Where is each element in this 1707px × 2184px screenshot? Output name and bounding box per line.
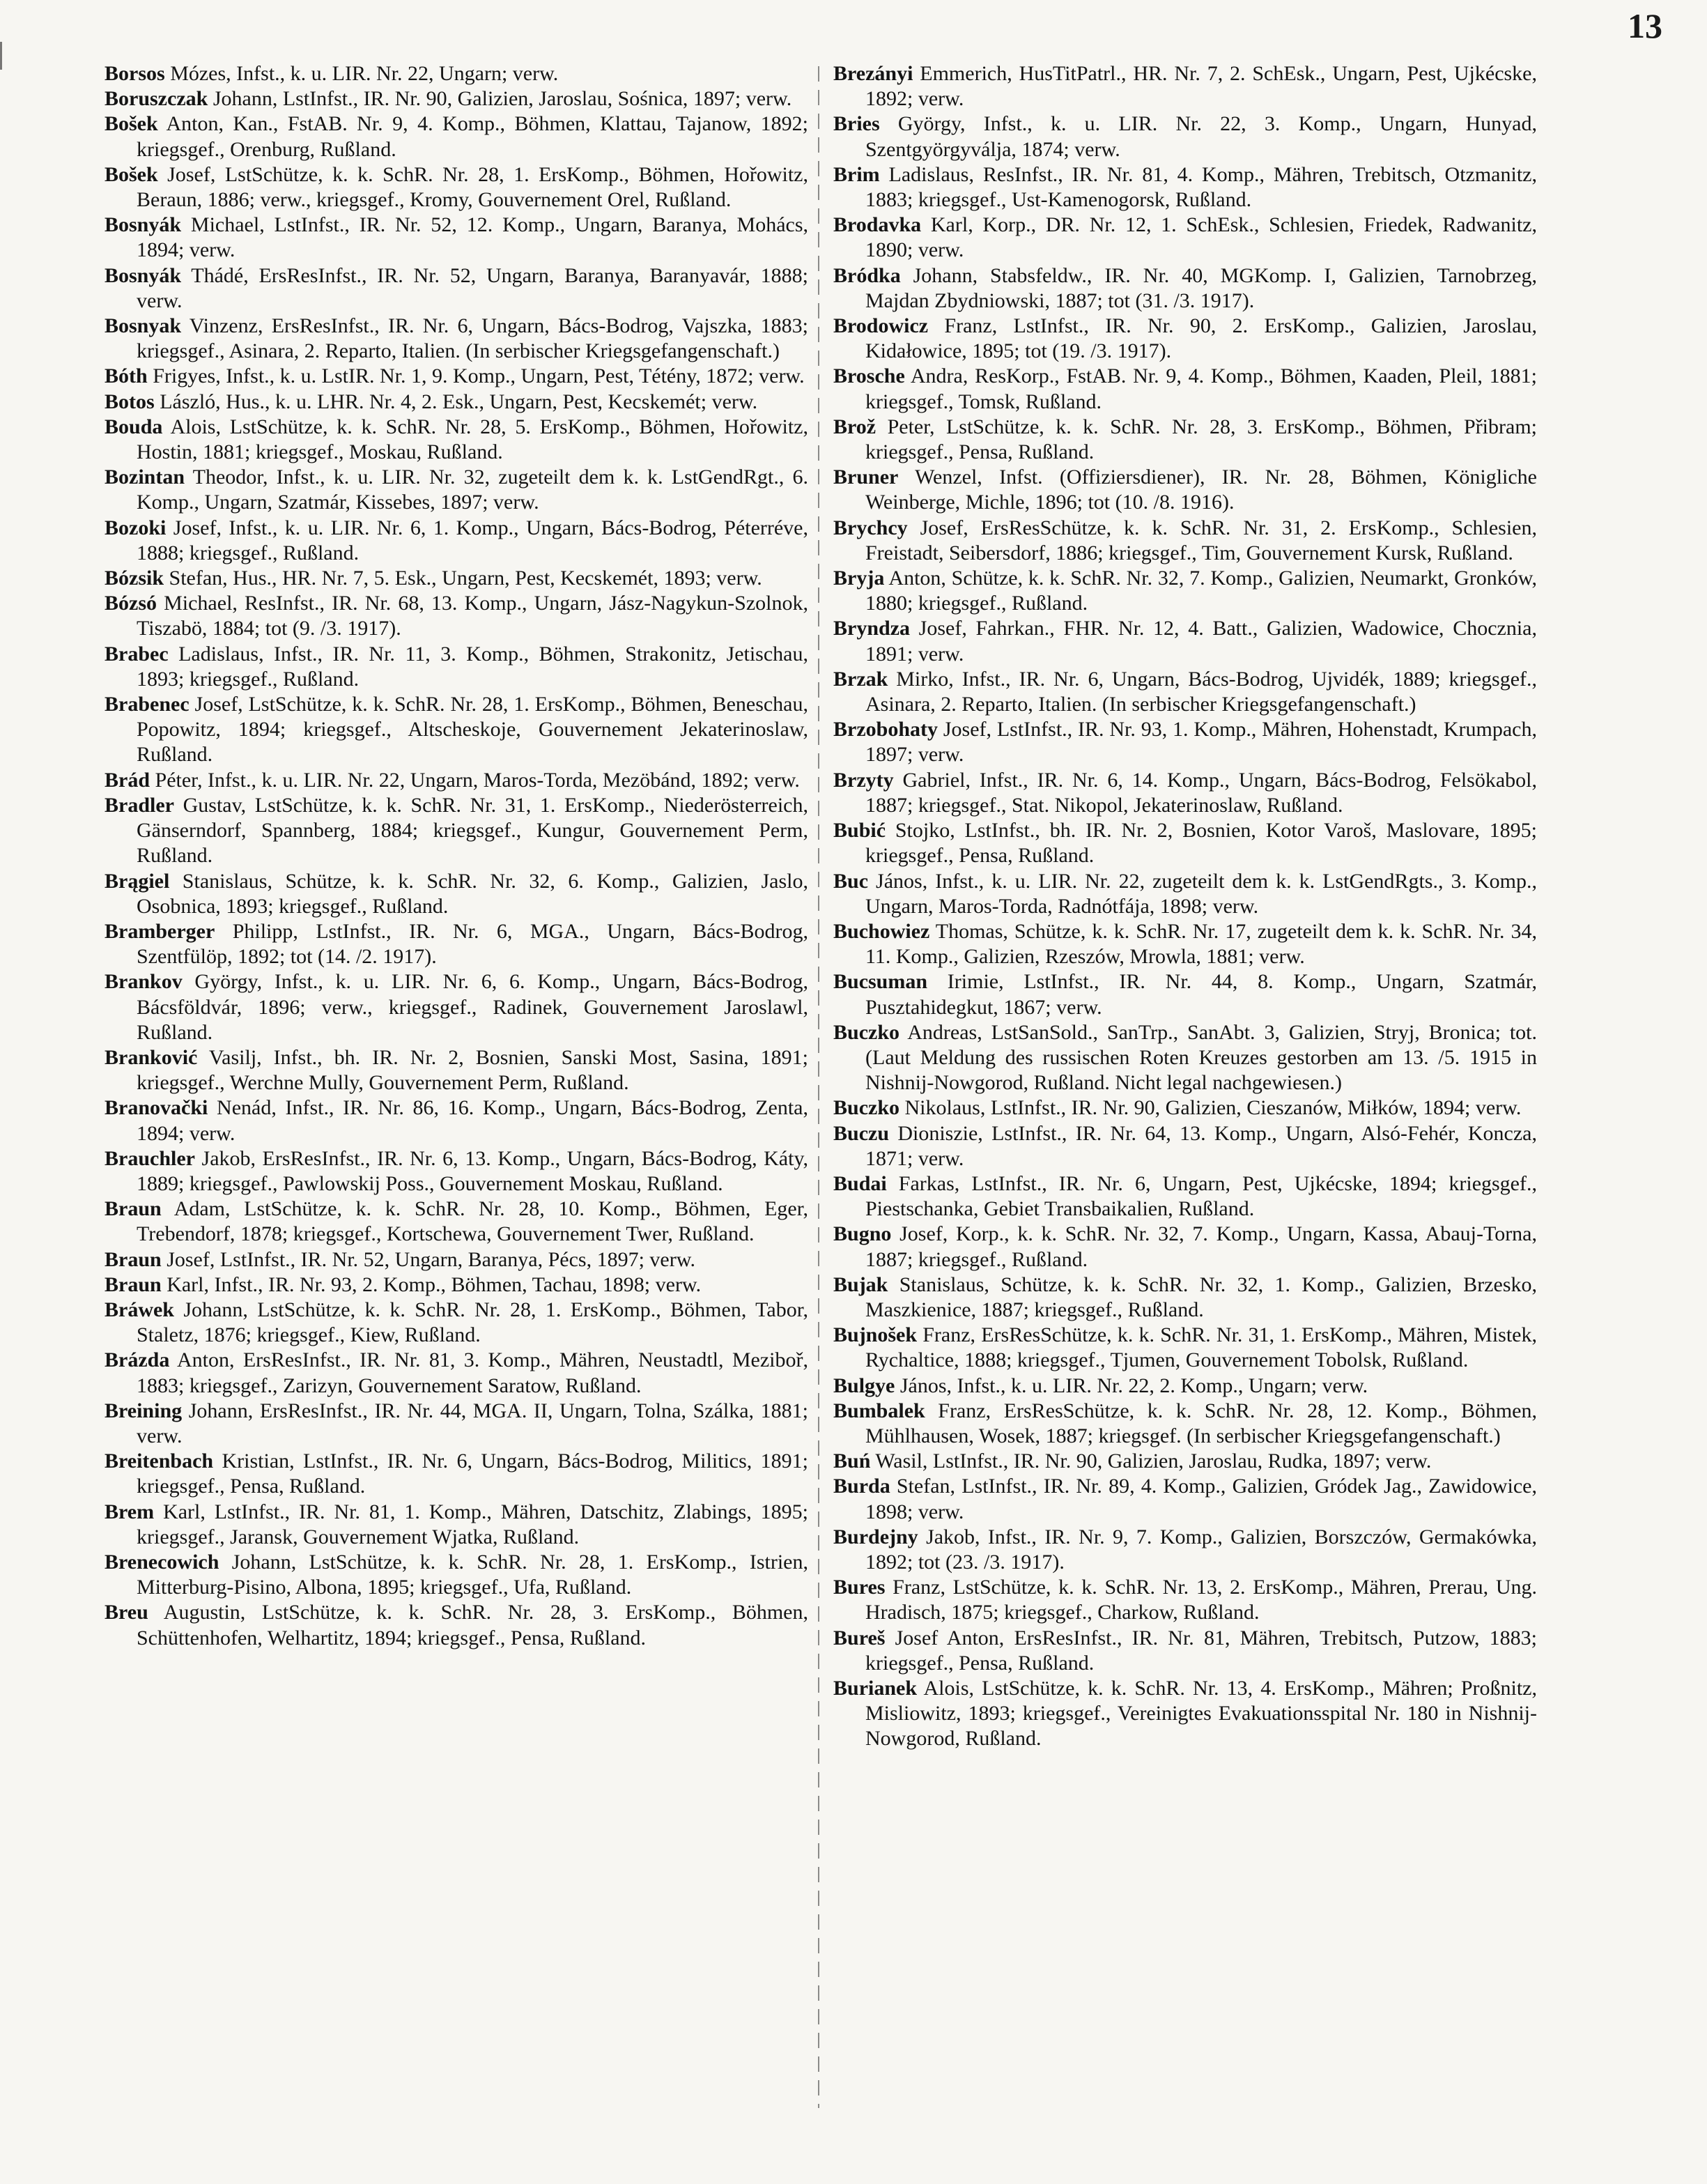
entry-details: Adam, LstSchütze, k. k. SchR. Nr. 28, 10. Komp., Böhmen, Eger, Trebendorf, 1878; kriegsgef., Kortschewa, Gouvernement Twer, Rußland. bbox=[137, 1197, 808, 1246]
register-entry bbox=[833, 1171, 1537, 1222]
entry-details: György, Infst., k. u. LIR. Nr. 6, 6. Komp., Ungarn, Bács-Bodrog, Bácsföldvár, 1896; verw., kriegsgef., Radinek, Gouvernement Jaroslawl, Rußland. bbox=[137, 970, 808, 1044]
entry-details: Johann, ErsResInfst., IR. Nr. 44, MGA. II, Ungarn, Tolna, Szálka, 1881; verw. bbox=[137, 1399, 808, 1447]
register-entry bbox=[833, 969, 1537, 1020]
entry-details: Vasilj, Infst., bh. IR. Nr. 2, Bosnien, Sanski Most, Sasina, 1891; kriegsgef., Werchne Mully, Gouvernement Perm, Rußland. bbox=[137, 1045, 808, 1095]
entry-details: Wasil, LstInfst., IR. Nr. 90, Galizien, Jaroslau, Rudka, 1897; verw. bbox=[870, 1449, 1432, 1473]
entry-details: Josef, Korp., k. k. SchR. Nr. 32, 7. Komp., Ungarn, Kassa, Abauj-Torna, 1887; kriegsgef., Rußland. bbox=[865, 1222, 1537, 1271]
entry-details: Dioniszie, LstInfst., IR. Nr. 64, 13. Komp., Ungarn, Alsó-Fehér, Koncza, 1871; verw. bbox=[865, 1121, 1537, 1170]
entry-surname: Bozoki bbox=[105, 516, 167, 539]
entry-surname: Bradler bbox=[105, 793, 174, 817]
entry-details: Thomas, Schütze, k. k. SchR. Nr. 17, zugeteilt dem k. k. SchR. Nr. 34, 11. Komp., Galizien, Rzeszów, Mrowla, 1881; verw. bbox=[865, 919, 1537, 969]
entry-surname: Bureš bbox=[833, 1626, 886, 1649]
register-entry bbox=[105, 213, 808, 263]
register-entry bbox=[833, 263, 1537, 314]
entry-details: Karl, Infst., IR. Nr. 93, 2. Komp., Böhmen, Tachau, 1898; verw. bbox=[161, 1272, 702, 1296]
entry-details: Irimie, LstInfst., IR. Nr. 44, 8. Komp., Ungarn, Szatmár, Pusztahidegkut, 1867; verw. bbox=[865, 970, 1537, 1019]
entry-surname: Bramberger bbox=[105, 919, 215, 943]
entry-details: Stefan, LstInfst., IR. Nr. 89, 4. Komp., Galizien, Gródek Jag., Zawidowice, 1898; verw. bbox=[865, 1475, 1537, 1523]
entry-details: Philipp, LstInfst., IR. Nr. 6, MGA., Ungarn, Bács-Bodrog, Szentfülöp, 1892; tot (14. /2. 1917). bbox=[137, 919, 808, 969]
entry-surname: Brągiel bbox=[105, 869, 170, 893]
register-entry bbox=[833, 1399, 1537, 1449]
register-entry bbox=[105, 1399, 808, 1449]
entry-details: Josef, Fahrkan., FHR. Nr. 12, 4. Batt., Galizien, Wadowice, Chocznia, 1891; verw. bbox=[865, 617, 1537, 666]
register-entry bbox=[105, 263, 808, 314]
register-entry bbox=[105, 516, 808, 566]
entry-details: János, Infst., k. u. LIR. Nr. 22, 2. Komp., Ungarn; verw. bbox=[895, 1374, 1368, 1397]
register-entry bbox=[105, 465, 808, 515]
register-entry bbox=[833, 314, 1537, 364]
entry-details: Emmerich, HusTitPatrl., HR. Nr. 7, 2. SchEsk., Ungarn, Pest, Ujkécske, 1892; verw. bbox=[865, 62, 1537, 111]
entry-details: Andreas, LstSanSold., SanTrp., SanAbt. 3, Galizien, Stryj, Bronica; tot. (Laut Meldung des russischen Roten Kreuzes gestorben am 13. /5. 1915 in Nishnij-Nowgorod, Rußland. Nicht legal nachgewiesen.) bbox=[865, 1020, 1537, 1095]
register-entry bbox=[105, 314, 808, 364]
register-entry bbox=[105, 919, 808, 969]
entry-surname: Bošek bbox=[105, 162, 158, 186]
entry-surname: Brzobohaty bbox=[833, 718, 938, 741]
register-entry bbox=[833, 869, 1537, 919]
entry-surname: Brázda bbox=[105, 1348, 170, 1372]
entry-details: Péter, Infst., k. u. LIR. Nr. 22, Ungarn, Maros-Torda, Mezöbánd, 1892; verw. bbox=[150, 768, 800, 792]
entry-details: Karl, LstInfst., IR. Nr. 81, 1. Komp., Mähren, Datschitz, Zlabings, 1895; kriegsgef., Jaransk, Gouvernement Wjatka, Rußland. bbox=[137, 1500, 808, 1548]
entry-details: Michael, LstInfst., IR. Nr. 52, 12. Komp., Ungarn, Baranya, Mohács, 1894; verw. bbox=[137, 213, 808, 262]
entry-details: Anton, Schütze, k. k. SchR. Nr. 32, 7. Komp., Galizien, Neumarkt, Gronków, 1880; kriegsgef., Rußland. bbox=[865, 567, 1537, 615]
register-entry bbox=[833, 516, 1537, 566]
page-number: 13 bbox=[1628, 6, 1662, 45]
entry-details: Vinzenz, ErsResInfst., IR. Nr. 6, Ungarn, Bács-Bodrog, Vajszka, 1883; kriegsgef., Asinara, 2. Reparto, Italien. (In serbischer Kriegsgefangenschaft.) bbox=[137, 314, 808, 363]
entry-surname: Bouda bbox=[105, 415, 163, 438]
entry-surname: Brychcy bbox=[833, 516, 908, 539]
entry-surname: Brim bbox=[833, 162, 880, 186]
entry-surname: Bráwek bbox=[105, 1298, 174, 1321]
register-entry bbox=[105, 768, 808, 793]
entry-surname: Bošek bbox=[105, 112, 158, 136]
entry-surname: Brodavka bbox=[833, 213, 922, 237]
register-entry bbox=[833, 667, 1537, 717]
entry-details: Stanislaus, Schütze, k. k. SchR. Nr. 32, 6. Komp., Galizien, Jaslo, Osobnica, 1893; kriegsgef., Rußland. bbox=[137, 869, 808, 918]
entry-surname: Bucsuman bbox=[833, 970, 928, 994]
register-entry bbox=[833, 566, 1537, 616]
entry-surname: Boruszczak bbox=[105, 87, 208, 111]
register-entry bbox=[833, 213, 1537, 263]
entry-details: Peter, LstSchütze, k. k. SchR. Nr. 28, 3. ErsKomp., Böhmen, Přibram; kriegsgef., Pensa, Rußland. bbox=[865, 415, 1537, 464]
register-entry bbox=[105, 969, 808, 1045]
register-entry bbox=[105, 1247, 808, 1272]
entry-surname: Brzak bbox=[833, 667, 888, 691]
entry-details: László, Hus., k. u. LHR. Nr. 4, 2. Esk., Ungarn, Pest, Kecskemét; verw. bbox=[154, 390, 758, 413]
entry-surname: Bózsik bbox=[105, 567, 164, 590]
register-entry bbox=[833, 1020, 1537, 1096]
entry-surname: Buń bbox=[833, 1449, 871, 1473]
register-entry bbox=[105, 61, 808, 86]
entry-surname: Bozintan bbox=[105, 466, 185, 489]
register-entry bbox=[105, 869, 808, 919]
register-entry bbox=[833, 61, 1537, 111]
register-entry bbox=[833, 415, 1537, 465]
register-entry bbox=[833, 919, 1537, 969]
register-entry bbox=[833, 1222, 1537, 1272]
register-entry bbox=[105, 1095, 808, 1146]
entry-surname: Brzyty bbox=[833, 768, 894, 792]
entry-details: Augustin, LstSchütze, k. k. SchR. Nr. 28, 3. ErsKomp., Böhmen, Schüttenhofen, Welhartitz, 1894; kriegsgef., Pensa, Rußland. bbox=[137, 1601, 808, 1649]
register-entry bbox=[833, 717, 1537, 767]
entry-surname: Breitenbach bbox=[105, 1449, 214, 1473]
register-entry bbox=[105, 1197, 808, 1247]
register-entry bbox=[833, 1676, 1537, 1752]
register-entry bbox=[833, 768, 1537, 818]
entry-surname: Braun bbox=[105, 1247, 162, 1271]
entry-surname: Bosnyak bbox=[105, 314, 182, 338]
register-entry bbox=[105, 1298, 808, 1348]
register-entry bbox=[105, 566, 808, 591]
left-column bbox=[105, 61, 808, 1651]
register-entry bbox=[833, 1095, 1537, 1121]
register-entry bbox=[105, 162, 808, 213]
register-entry bbox=[105, 1449, 808, 1499]
entry-surname: Buchowiez bbox=[833, 919, 930, 943]
entry-details: Nenád, Infst., IR. Nr. 86, 16. Komp., Ungarn, Bács-Bodrog, Zenta, 1894; verw. bbox=[137, 1096, 808, 1145]
entry-surname: Brosche bbox=[833, 364, 905, 388]
register-entry bbox=[105, 793, 808, 869]
right-column bbox=[833, 61, 1537, 1752]
register-entry bbox=[833, 1474, 1537, 1524]
register-entry bbox=[105, 1600, 808, 1650]
register-entry bbox=[105, 1500, 808, 1550]
register-entry bbox=[105, 364, 808, 389]
register-entry bbox=[833, 1121, 1537, 1171]
entry-details: Theodor, Infst., k. u. LIR. Nr. 32, zugeteilt dem k. k. LstGendRgt., 6. Komp., Ungarn, Szatmár, Kissebes, 1897; verw. bbox=[137, 466, 808, 514]
register-entry bbox=[833, 1525, 1537, 1575]
entry-details: Josef, ErsResSchütze, k. k. SchR. Nr. 31, 2. ErsKomp., Schlesien, Freistadt, Seibersdorf, 1886; kriegsgef., Tim, Gouvernement Kursk, Rußland. bbox=[865, 516, 1537, 564]
entry-details: Nikolaus, LstInfst., IR. Nr. 90, Galizien, Cieszanów, Miłków, 1894; verw. bbox=[899, 1096, 1522, 1120]
register-entry bbox=[833, 1374, 1537, 1399]
register-entry bbox=[833, 1575, 1537, 1625]
entry-surname: Bruner bbox=[833, 466, 899, 489]
entry-surname: Breining bbox=[105, 1399, 183, 1422]
entry-details: Josef, LstSchütze, k. k. SchR. Nr. 28, 1. ErsKomp., Böhmen, Beneschau, Popowitz, 1894; kriegsgef., Altscheskoje, Gouvernement Jekaterinoslaw, Rußland. bbox=[137, 693, 808, 767]
entry-surname: Buc bbox=[833, 869, 869, 893]
entry-surname: Botos bbox=[105, 390, 155, 413]
entry-details: Franz, LstSchütze, k. k. SchR. Nr. 13, 2. ErsKomp., Mähren, Prerau, Ung. Hradisch, 1875; kriegsgef., Charkow, Rußland. bbox=[865, 1576, 1537, 1624]
entry-surname: Brabenec bbox=[105, 693, 190, 716]
register-entry bbox=[105, 1348, 808, 1398]
entry-details: Jakob, Infst., IR. Nr. 9, 7. Komp., Galizien, Borszczów, Germakówka, 1892; tot (23. /3. 1917). bbox=[865, 1525, 1537, 1574]
entry-surname: Brabec bbox=[105, 642, 169, 666]
entry-surname: Bujak bbox=[833, 1272, 888, 1296]
entry-details: György, Infst., k. u. LIR. Nr. 22, 3. Komp., Ungarn, Hunyad, Szentgyörgyválja, 1874; verw. bbox=[865, 112, 1537, 161]
register-entry bbox=[105, 642, 808, 692]
entry-surname: Bulgye bbox=[833, 1374, 895, 1397]
column-divider bbox=[818, 66, 819, 2108]
entry-details: Anton, Kan., FstAB. Nr. 9, 4. Komp., Böhmen, Klattau, Tajanow, 1892; kriegsgef., Orenburg, Rußland. bbox=[137, 112, 808, 161]
entry-details: Ladislaus, Infst., IR. Nr. 11, 3. Komp., Böhmen, Strakonitz, Jetischau, 1893; kriegsgef., Rußland. bbox=[137, 642, 808, 691]
entry-surname: Brankov bbox=[105, 970, 183, 994]
entry-details: Johann, LstSchütze, k. k. SchR. Nr. 28, 1. ErsKomp., Istrien, Mitterburg-Pisino, Albona, 1895; kriegsgef., Ufa, Rußland. bbox=[137, 1550, 808, 1599]
entry-surname: Braun bbox=[105, 1272, 162, 1296]
entry-surname: Bryndza bbox=[833, 617, 911, 640]
register-entry bbox=[105, 86, 808, 111]
entry-details: János, Infst., k. u. LIR. Nr. 22, zugeteilt dem k. k. LstGendRgts., 3. Komp., Ungarn, Maros-Torda, Radnótfája, 1898; verw. bbox=[865, 869, 1537, 918]
register-entry bbox=[833, 1272, 1537, 1323]
entry-surname: Branković bbox=[105, 1045, 198, 1069]
register-entry bbox=[105, 692, 808, 768]
entry-details: Josef Anton, ErsResInfst., IR. Nr. 81, Mähren, Trebitsch, Putzow, 1883; kriegsgef., Pensa, Rußland. bbox=[865, 1626, 1537, 1675]
binding-edge-mark bbox=[0, 42, 15, 70]
entry-details: Franz, LstInfst., IR. Nr. 90, 2. ErsKomp., Galizien, Jaroslau, Kidałowice, 1895; tot (19. /3. 1917). bbox=[865, 314, 1537, 363]
register-entry bbox=[833, 111, 1537, 162]
entry-details: Frigyes, Infst., k. u. LstIR. Nr. 1, 9. Komp., Ungarn, Pest, Tétény, 1872; verw. bbox=[147, 364, 805, 388]
entry-details: Josef, LstInfst., IR. Nr. 52, Ungarn, Baranya, Pécs, 1897; verw. bbox=[161, 1247, 695, 1271]
entry-details: Thádé, ErsResInfst., IR. Nr. 52, Ungarn, Baranya, Baranyavár, 1888; verw. bbox=[137, 263, 808, 312]
entry-surname: Bosnyák bbox=[105, 263, 182, 287]
entry-surname: Buczko bbox=[833, 1020, 900, 1044]
entry-details: Alois, LstSchütze, k. k. SchR. Nr. 13, 4. ErsKomp., Mähren; Proßnitz, Misliowitz, 1893; kriegsgef., Vereinigtes Evakuationsspital Nr. 180 in Nishnij-Nowgorod, Rußland. bbox=[865, 1677, 1537, 1751]
entry-details: Franz, ErsResSchütze, k. k. SchR. Nr. 31, 1. ErsKomp., Mähren, Mistek, Rychaltice, 1888; kriegsgef., Tjumen, Gouvernement Tobolsk, Rußland. bbox=[865, 1323, 1537, 1372]
entry-details: Farkas, LstInfst., IR. Nr. 6, Ungarn, Pest, Ujkécske, 1894; kriegsgef., Piestschanka, Gebiet Transbaikalien, Rußland. bbox=[865, 1171, 1537, 1221]
register-entry bbox=[833, 1626, 1537, 1676]
register-entry bbox=[833, 364, 1537, 414]
entry-details: Anton, ErsResInfst., IR. Nr. 81, 3. Komp., Mähren, Neustadtl, Meziboř, 1883; kriegsgef., Zarizyn, Gouvernement Saratow, Rußland. bbox=[137, 1348, 808, 1397]
register-entry bbox=[105, 390, 808, 415]
entry-details: Andra, ResKorp., FstAB. Nr. 9, 4. Komp., Böhmen, Kaaden, Pleil, 1881; kriegsgef., Tomsk, Rußland. bbox=[865, 364, 1537, 413]
register-entry bbox=[833, 818, 1537, 868]
entry-details: Johann, Stabsfeldw., IR. Nr. 40, MGKomp. I, Galizien, Tarnobrzeg, Majdan Zbydniowski, 1887; tot (31. /3. 1917). bbox=[865, 263, 1537, 312]
entry-details: Mózes, Infst., k. u. LIR. Nr. 22, Ungarn; verw. bbox=[164, 62, 559, 85]
entry-details: Mirko, Infst., IR. Nr. 6, Ungarn, Bács-Bodrog, Ujvidék, 1889; kriegsgef., Asinara, 2. Reparto, Italien. (In serbischer Kriegsgefangenschaft.) bbox=[865, 667, 1537, 716]
register-entry bbox=[105, 111, 808, 162]
entry-surname: Braun bbox=[105, 1197, 162, 1221]
entry-details: Stefan, Hus., HR. Nr. 7, 5. Esk., Ungarn, Pest, Kecskemét, 1893; verw. bbox=[164, 567, 762, 590]
entry-surname: Brenecowich bbox=[105, 1550, 219, 1574]
entry-details: Kristian, LstInfst., IR. Nr. 6, Ungarn, Bács-Bodrog, Militics, 1891; kriegsgef., Pensa, Rußland. bbox=[137, 1449, 808, 1498]
entry-details: Gabriel, Infst., IR. Nr. 6, 14. Komp., Ungarn, Bács-Bodrog, Felsökabol, 1887; kriegsgef., Stat. Nikopol, Jekaterinoslaw, Rußland. bbox=[865, 768, 1537, 817]
register-entry bbox=[833, 465, 1537, 515]
entry-surname: Brauchler bbox=[105, 1146, 195, 1170]
register-entry bbox=[833, 1323, 1537, 1373]
entry-surname: Bródka bbox=[833, 263, 901, 287]
entry-surname: Bosnyák bbox=[105, 213, 182, 237]
entry-surname: Brodowicz bbox=[833, 314, 929, 338]
entry-surname: Buczu bbox=[833, 1121, 890, 1145]
entry-surname: Bózsó bbox=[105, 592, 157, 615]
register-entry bbox=[105, 1146, 808, 1197]
entry-details: Stanislaus, Schütze, k. k. SchR. Nr. 32, 1. Komp., Galizien, Brzesko, Maszkienice, 1887; kriegsgef., Rußland. bbox=[865, 1272, 1537, 1321]
entry-surname: Buczko bbox=[833, 1096, 900, 1120]
entry-surname: Burdejny bbox=[833, 1525, 918, 1548]
entry-details: Karl, Korp., DR. Nr. 12, 1. SchEsk., Schlesien, Friedek, Radwanitz, 1890; verw. bbox=[865, 213, 1537, 262]
register-entry bbox=[105, 1045, 808, 1095]
entry-surname: Brád bbox=[105, 768, 150, 792]
register-entry bbox=[105, 1272, 808, 1298]
entry-surname: Branovački bbox=[105, 1096, 208, 1120]
entry-details: Josef, Infst., k. u. LIR. Nr. 6, 1. Komp., Ungarn, Bács-Bodrog, Péterréve, 1888; kriegsgef., Rußland. bbox=[137, 516, 808, 564]
entry-surname: Breu bbox=[105, 1601, 148, 1624]
entry-surname: Burianek bbox=[833, 1677, 918, 1700]
entry-surname: Borsos bbox=[105, 62, 165, 85]
entry-details: Franz, ErsResSchütze, k. k. SchR. Nr. 28, 12. Komp., Böhmen, Mühlhausen, Wosek, 1887; kriegsgef. (In serbischer Kriegsgefangenschaft.) bbox=[865, 1399, 1537, 1447]
entry-details: Johann, LstSchütze, k. k. SchR. Nr. 28, 1. ErsKomp., Böhmen, Tabor, Staletz, 1876; kriegsgef., Kiew, Rußland. bbox=[137, 1298, 808, 1347]
register-entry bbox=[105, 591, 808, 641]
register-entry bbox=[833, 162, 1537, 213]
register-entry bbox=[105, 415, 808, 465]
entry-surname: Bugno bbox=[833, 1222, 892, 1246]
entry-surname: Bóth bbox=[105, 364, 148, 388]
entry-surname: Brož bbox=[833, 415, 876, 438]
entry-details: Michael, ResInfst., IR. Nr. 68, 13. Komp., Ungarn, Jász-Nagykun-Szolnok, Tiszabö, 1884; tot (9. /3. 1917). bbox=[137, 592, 808, 640]
entry-details: Johann, LstInfst., IR. Nr. 90, Galizien, Jaroslau, Sośnica, 1897; verw. bbox=[208, 87, 792, 111]
entry-surname: Budai bbox=[833, 1171, 887, 1195]
entry-surname: Bumbalek bbox=[833, 1399, 925, 1422]
entry-details: Josef, LstInfst., IR. Nr. 93, 1. Komp., Mähren, Hohenstadt, Krumpach, 1897; verw. bbox=[865, 718, 1537, 767]
entry-surname: Bryja bbox=[833, 567, 885, 590]
register-entry bbox=[833, 616, 1537, 666]
entry-details: Stojko, LstInfst., bh. IR. Nr. 2, Bosnien, Kotor Varoš, Maslovare, 1895; kriegsgef., Pensa, Rußland. bbox=[865, 819, 1537, 868]
entry-surname: Brem bbox=[105, 1500, 155, 1523]
entry-surname: Burda bbox=[833, 1475, 890, 1498]
entry-details: Alois, LstSchütze, k. k. SchR. Nr. 28, 5. ErsKomp., Böhmen, Hořowitz, Hostin, 1881; kriegsgef., Moskau, Rußland. bbox=[137, 415, 808, 464]
entry-details: Wenzel, Infst. (Offiziersdiener), IR. Nr. 28, Böhmen, Königliche Weinberge, Michle, 1896; tot (10. /8. 1916). bbox=[865, 466, 1537, 514]
entry-details: Jakob, ErsResInfst., IR. Nr. 6, 13. Komp., Ungarn, Bács-Bodrog, Káty, 1889; kriegsgef., Pawlowskij Poss., Gouvernement Moskau, Rußland. bbox=[137, 1146, 808, 1195]
entry-surname: Bries bbox=[833, 112, 880, 136]
entry-details: Josef, LstSchütze, k. k. SchR. Nr. 28, 1. ErsKomp., Böhmen, Hořowitz, Beraun, 1886; verw., kriegsgef., Kromy, Gouvernement Orel, Rußland. bbox=[137, 162, 808, 212]
register-entry bbox=[833, 1449, 1537, 1474]
register-entry bbox=[105, 1550, 808, 1600]
entry-surname: Bubić bbox=[833, 819, 886, 843]
entry-surname: Bujnošek bbox=[833, 1323, 918, 1347]
entry-details: Gustav, LstSchütze, k. k. SchR. Nr. 31, 1. ErsKomp., Niederösterreich, Gänserndorf, Spannberg, 1884; kriegsgef., Kungur, Gouvernement Perm, Rußland. bbox=[137, 793, 808, 868]
entry-details: Ladislaus, ResInfst., IR. Nr. 81, 4. Komp., Mähren, Trebitsch, Otzmanitz, 1883; kriegsgef., Ust-Kamenogorsk, Rußland. bbox=[865, 162, 1537, 212]
entry-surname: Bures bbox=[833, 1576, 886, 1599]
entry-surname: Brezányi bbox=[833, 62, 913, 85]
